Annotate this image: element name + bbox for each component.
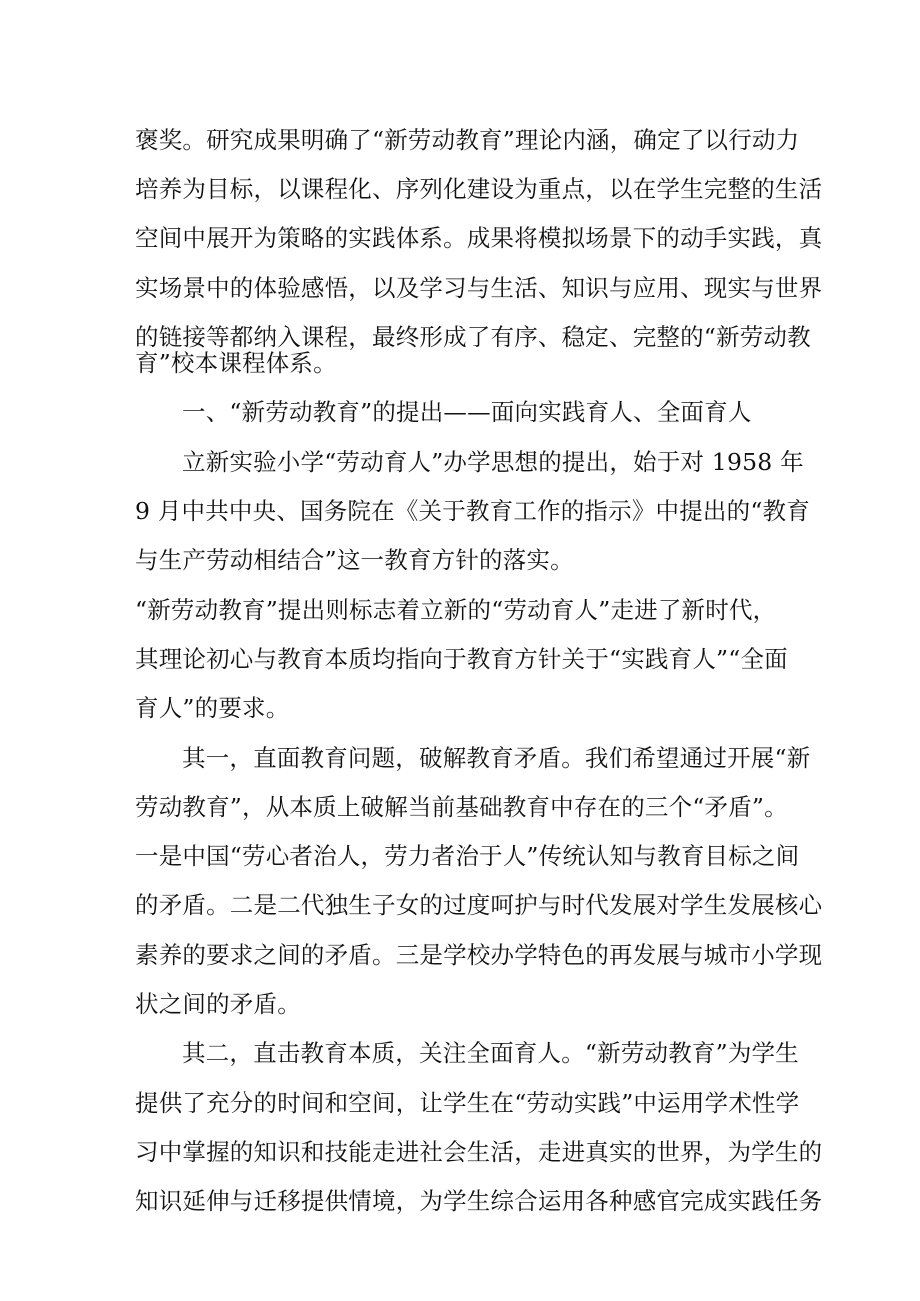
body-text-line: 提供了充分的时间和空间，让学生在“劳动实践”中运用学术性学 [135, 1089, 800, 1117]
body-text-line: 育”校本课程体系。 [135, 349, 337, 377]
body-text-line: 习中掌握的知识和技能走进社会生活，走进真实的世界，为学生的 [135, 1138, 823, 1166]
body-text-line: 与生产劳动相结合”这一教育方针的落实。 [135, 546, 574, 574]
body-text-line: 实场景中的体验感悟，以及学习与生活、知识与应用、现实与世界 [135, 274, 823, 302]
body-text-line: 状之间的矛盾。 [135, 990, 301, 1018]
body-text-line: 素养的要求之间的矛盾。三是学校办学特色的再发展与城市小学现 [135, 941, 823, 969]
body-text-line: 一是中国“劳心者治人，劳力者治于人”传统认知与教育目标之间 [135, 842, 800, 870]
body-text-line: 育人”的要求。 [135, 694, 290, 722]
body-text-line: 劳动教育”，从本质上破解当前基础教育中存在的三个“矛盾”。 [135, 793, 788, 821]
body-text-line: 空间中展开为策略的实践体系。成果将模拟场景下的动手实践，真 [135, 224, 823, 252]
body-text-line: 立新实验小学“劳动育人”办学思想的提出，始于对 1958 年 [182, 448, 804, 476]
body-text-line: 其二，直击教育本质，关注全面育人。“新劳动教育”为学生 [182, 1039, 799, 1067]
body-text-line: 其一，直面教育问题，破解教育矛盾。我们希望通过开展“新 [182, 744, 811, 772]
body-text-line: 其理论初心与教育本质均指向于教育方针关于“实践育人”“全面 [135, 645, 788, 673]
body-text-line: 的链接等都纳入课程，最终形成了有序、稳定、完整的“新劳动教 [135, 323, 811, 351]
body-text-line: 褒奖。研究成果明确了“新劳动教育”理论内涵，确定了以行动力 [135, 126, 800, 154]
body-text-line: 的矛盾。二是二代独生子女的过度呵护与时代发展对学生发展核心 [135, 891, 823, 919]
body-text-line: 知识延伸与迁移提供情境，为学生综合运用各种感官完成实践任务 [135, 1187, 823, 1215]
section-heading: 一、“新劳动教育”的提出——面向实践育人、全面育人 [182, 398, 752, 426]
body-text-line: “新劳动教育”提出则标志着立新的“劳动育人”走进了新时代， [135, 596, 777, 624]
body-text-line: 9 月中共中央、国务院在《关于教育工作的指示》中提出的“教育 [135, 497, 810, 525]
body-text-line: 培养为目标，以课程化、序列化建设为重点，以在学生完整的生活 [135, 175, 823, 203]
